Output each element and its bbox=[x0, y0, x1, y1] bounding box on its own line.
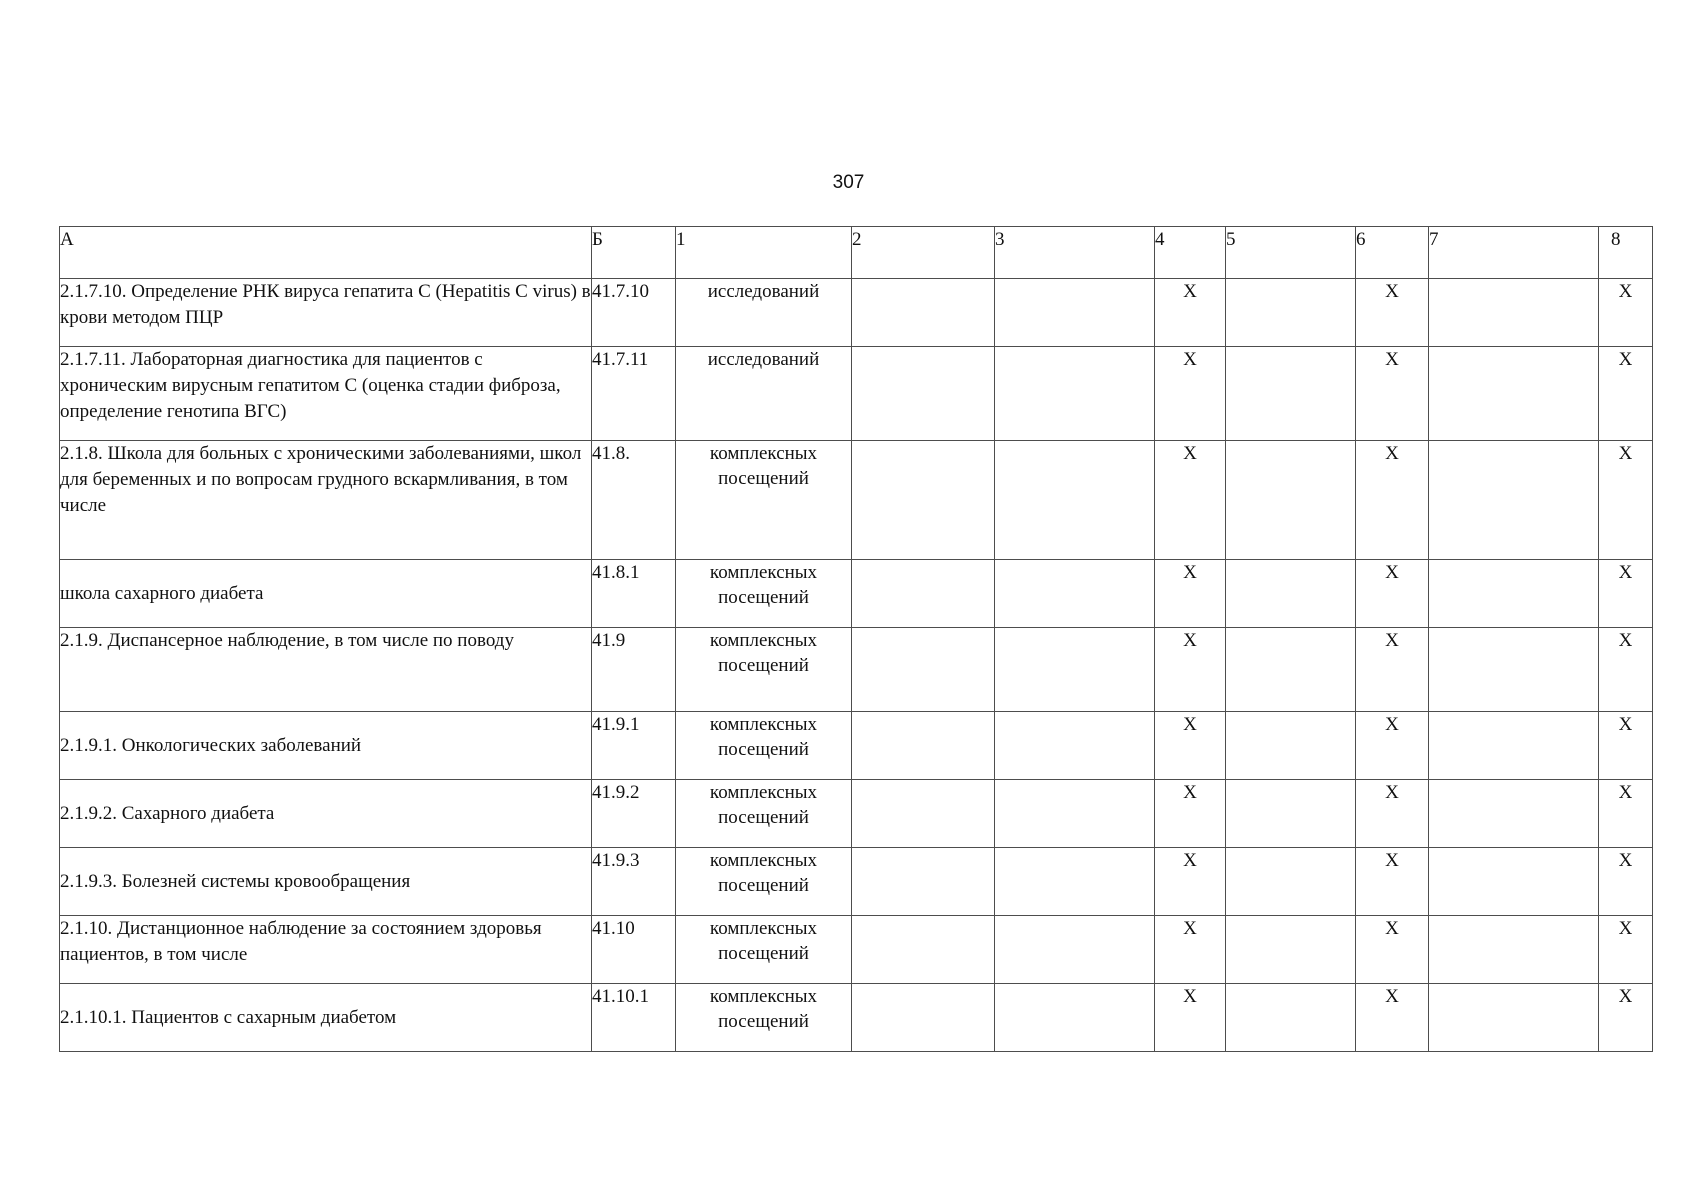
row-cell-3 bbox=[995, 712, 1155, 780]
row-code: 41.8.1 bbox=[592, 560, 676, 628]
row-description: 2.1.10. Дистанционное наблюдение за состоянием здоровья пациентов, в том числе bbox=[60, 916, 592, 984]
row-cell-7 bbox=[1429, 984, 1599, 1052]
row-description: школа сахарного диабета bbox=[60, 560, 592, 628]
row-code: 41.7.10 bbox=[592, 279, 676, 347]
row-cell-5 bbox=[1226, 848, 1356, 916]
row-code: 41.9.3 bbox=[592, 848, 676, 916]
row-cell-7 bbox=[1429, 628, 1599, 712]
row-cell-4: Х bbox=[1155, 712, 1226, 780]
row-unit: комплексных посещений bbox=[676, 560, 852, 628]
row-cell-2 bbox=[852, 712, 995, 780]
row-cell-2 bbox=[852, 628, 995, 712]
row-code: 41.7.11 bbox=[592, 347, 676, 441]
row-code: 41.10.1 bbox=[592, 984, 676, 1052]
row-cell-6: Х bbox=[1356, 780, 1429, 848]
table-row bbox=[60, 984, 1653, 1052]
row-unit: комплексных посещений bbox=[676, 712, 852, 780]
row-description: 2.1.9.2. Сахарного диабета bbox=[60, 780, 592, 848]
row-unit: комплексных посещений bbox=[676, 984, 852, 1052]
header-cell-b: Б bbox=[592, 227, 676, 279]
row-cell-2 bbox=[852, 279, 995, 347]
row-cell-3 bbox=[995, 780, 1155, 848]
row-cell-5 bbox=[1226, 780, 1356, 848]
table-row bbox=[60, 628, 1653, 712]
row-cell-6: Х bbox=[1356, 984, 1429, 1052]
table-row bbox=[60, 848, 1653, 916]
row-cell-7 bbox=[1429, 780, 1599, 848]
row-unit: комплексных посещений bbox=[676, 628, 852, 712]
row-cell-4: Х bbox=[1155, 916, 1226, 984]
row-cell-7 bbox=[1429, 916, 1599, 984]
row-cell-7 bbox=[1429, 347, 1599, 441]
row-cell-6: Х bbox=[1356, 916, 1429, 984]
row-cell-4: Х bbox=[1155, 279, 1226, 347]
data-table bbox=[59, 226, 1653, 1052]
header-cell-8: 8 bbox=[1599, 227, 1653, 279]
header-cell-2: 2 bbox=[852, 227, 995, 279]
row-cell-7 bbox=[1429, 441, 1599, 560]
row-cell-2 bbox=[852, 916, 995, 984]
row-cell-7 bbox=[1429, 279, 1599, 347]
row-description: 2.1.7.10. Определение РНК вируса гепатита С (Hepatitis C virus) в крови методом ПЦР bbox=[60, 279, 592, 347]
row-cell-8: Х bbox=[1599, 628, 1653, 712]
row-cell-6: Х bbox=[1356, 848, 1429, 916]
row-cell-2 bbox=[852, 347, 995, 441]
row-cell-5 bbox=[1226, 984, 1356, 1052]
row-cell-4: Х bbox=[1155, 347, 1226, 441]
row-cell-5 bbox=[1226, 560, 1356, 628]
row-cell-2 bbox=[852, 560, 995, 628]
row-cell-3 bbox=[995, 560, 1155, 628]
row-cell-3 bbox=[995, 628, 1155, 712]
row-cell-8: Х bbox=[1599, 279, 1653, 347]
row-description: 2.1.9.1. Онкологических заболеваний bbox=[60, 712, 592, 780]
row-cell-2 bbox=[852, 780, 995, 848]
row-cell-8: Х bbox=[1599, 916, 1653, 984]
header-cell-5: 5 bbox=[1226, 227, 1356, 279]
row-cell-7 bbox=[1429, 560, 1599, 628]
table-row bbox=[60, 560, 1653, 628]
row-unit: комплексных посещений bbox=[676, 848, 852, 916]
row-cell-4: Х bbox=[1155, 441, 1226, 560]
row-cell-3 bbox=[995, 279, 1155, 347]
page-number: 307 bbox=[832, 172, 865, 193]
row-cell-5 bbox=[1226, 916, 1356, 984]
row-cell-5 bbox=[1226, 628, 1356, 712]
row-cell-4: Х bbox=[1155, 848, 1226, 916]
row-cell-4: Х bbox=[1155, 984, 1226, 1052]
row-cell-5 bbox=[1226, 712, 1356, 780]
row-code: 41.10 bbox=[592, 916, 676, 984]
table-header-row bbox=[60, 227, 1653, 279]
row-cell-2 bbox=[852, 441, 995, 560]
row-description: 2.1.8. Школа для больных с хроническими заболеваниями, школ для беременных и по вопросам грудного вскармливания, в том числе bbox=[60, 441, 592, 560]
row-cell-8: Х bbox=[1599, 560, 1653, 628]
row-cell-4: Х bbox=[1155, 560, 1226, 628]
table-row bbox=[60, 441, 1653, 560]
table-row bbox=[60, 780, 1653, 848]
table-row bbox=[60, 279, 1653, 347]
row-cell-4: Х bbox=[1155, 628, 1226, 712]
row-cell-7 bbox=[1429, 848, 1599, 916]
row-unit: комплексных посещений bbox=[676, 441, 852, 560]
row-description: 2.1.7.11. Лабораторная диагностика для пациентов с хроническим вирусным гепатитом С (оценка стадии фиброза, определение генотипа ВГС) bbox=[60, 347, 592, 441]
row-code: 41.8. bbox=[592, 441, 676, 560]
row-cell-6: Х bbox=[1356, 279, 1429, 347]
row-cell-6: Х bbox=[1356, 441, 1429, 560]
row-cell-8: Х bbox=[1599, 441, 1653, 560]
row-cell-6: Х bbox=[1356, 560, 1429, 628]
header-cell-7: 7 bbox=[1429, 227, 1599, 279]
row-code: 41.9.1 bbox=[592, 712, 676, 780]
row-unit: исследований bbox=[676, 279, 852, 347]
row-cell-5 bbox=[1226, 441, 1356, 560]
row-cell-6: Х bbox=[1356, 347, 1429, 441]
row-cell-2 bbox=[852, 848, 995, 916]
row-description: 2.1.9.3. Болезней системы кровообращения bbox=[60, 848, 592, 916]
row-cell-8: Х bbox=[1599, 712, 1653, 780]
table-row bbox=[60, 712, 1653, 780]
header-cell-6: 6 bbox=[1356, 227, 1429, 279]
row-description: 2.1.10.1. Пациентов с сахарным диабетом bbox=[60, 984, 592, 1052]
row-cell-6: Х bbox=[1356, 712, 1429, 780]
row-cell-8: Х bbox=[1599, 347, 1653, 441]
header-cell-1: 1 bbox=[676, 227, 852, 279]
row-cell-5 bbox=[1226, 347, 1356, 441]
header-cell-3: 3 bbox=[995, 227, 1155, 279]
row-cell-8: Х bbox=[1599, 984, 1653, 1052]
row-cell-3 bbox=[995, 984, 1155, 1052]
row-cell-3 bbox=[995, 848, 1155, 916]
row-cell-3 bbox=[995, 441, 1155, 560]
row-cell-2 bbox=[852, 984, 995, 1052]
row-cell-3 bbox=[995, 916, 1155, 984]
row-description: 2.1.9. Диспансерное наблюдение, в том числе по поводу bbox=[60, 628, 592, 712]
row-code: 41.9 bbox=[592, 628, 676, 712]
row-unit: комплексных посещений bbox=[676, 916, 852, 984]
row-cell-6: Х bbox=[1356, 628, 1429, 712]
header-cell-4: 4 bbox=[1155, 227, 1226, 279]
row-cell-3 bbox=[995, 347, 1155, 441]
table-row bbox=[60, 347, 1653, 441]
row-cell-8: Х bbox=[1599, 848, 1653, 916]
row-cell-5 bbox=[1226, 279, 1356, 347]
row-cell-4: Х bbox=[1155, 780, 1226, 848]
row-unit: исследований bbox=[676, 347, 852, 441]
table-row bbox=[60, 916, 1653, 984]
row-cell-8: Х bbox=[1599, 780, 1653, 848]
row-code: 41.9.2 bbox=[592, 780, 676, 848]
header-cell-a: А bbox=[60, 227, 592, 279]
row-unit: комплексных посещений bbox=[676, 780, 852, 848]
row-cell-7 bbox=[1429, 712, 1599, 780]
